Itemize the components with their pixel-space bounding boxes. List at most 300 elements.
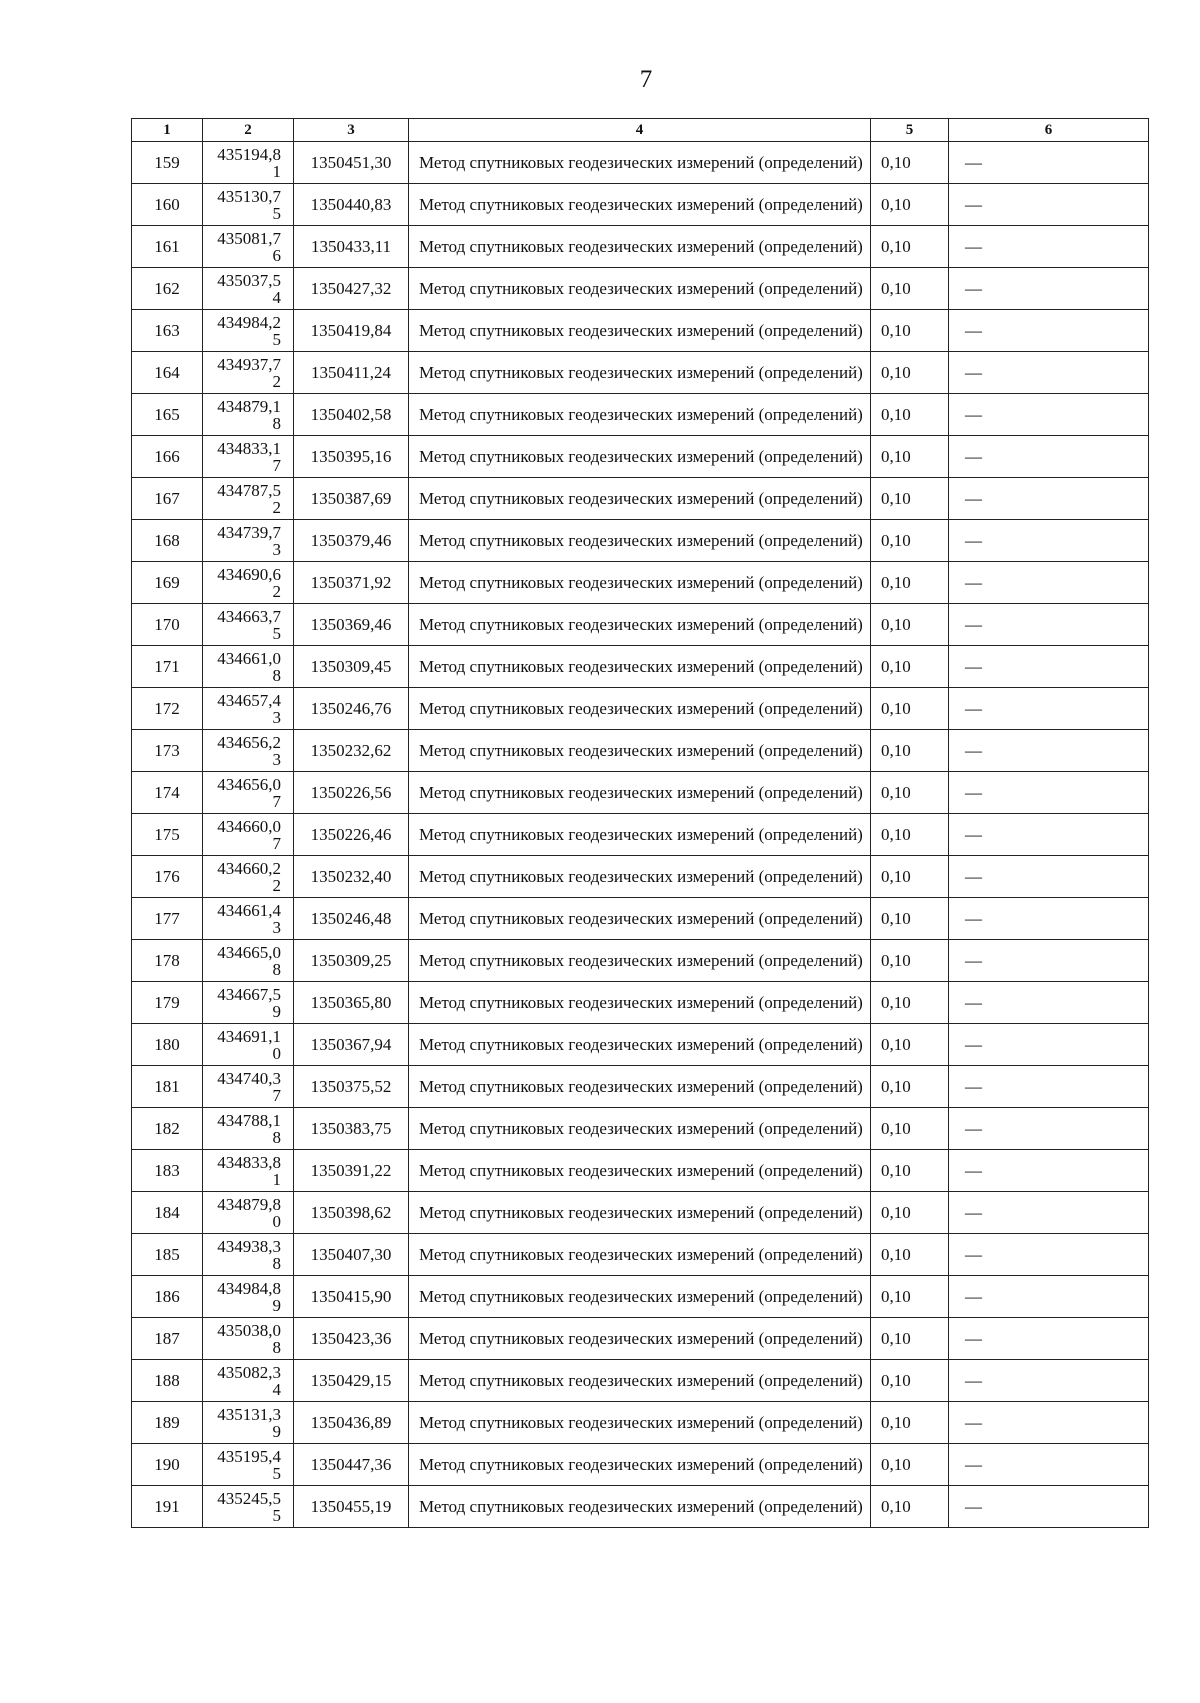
coordinate-x-main: 434879,1 — [217, 396, 281, 416]
coordinate-y: 1350411,24 — [294, 352, 409, 394]
coordinate-x-main: 434787,5 — [217, 480, 281, 500]
method: Метод спутниковых геодезических измерений (определений) — [409, 562, 871, 604]
coordinate-x-main: 434984,2 — [217, 312, 281, 332]
coordinate-y: 1350433,11 — [294, 226, 409, 268]
coordinate-x-wrap: 2 — [272, 371, 281, 391]
point-number: 186 — [132, 1276, 203, 1318]
accuracy: 0,10 — [871, 352, 949, 394]
coordinate-x — [203, 1402, 294, 1444]
point-number: 161 — [132, 226, 203, 268]
method: Метод спутниковых геодезических измерений (определений) — [409, 268, 871, 310]
coordinate-x — [203, 520, 294, 562]
coordinate-x-main: 434660,0 — [217, 816, 281, 836]
coordinate-y: 1350391,22 — [294, 1150, 409, 1192]
coordinate-x-wrap: 4 — [272, 1379, 281, 1399]
note: — — [949, 856, 1149, 898]
method: Метод спутниковых геодезических измерений (определений) — [409, 184, 871, 226]
table-row — [132, 898, 1149, 940]
coordinate-x-wrap: 9 — [272, 1001, 281, 1021]
note: — — [949, 184, 1149, 226]
accuracy: 0,10 — [871, 1150, 949, 1192]
coordinate-x-main: 435131,3 — [217, 1404, 281, 1424]
coordinate-x — [203, 184, 294, 226]
coordinate-x — [203, 142, 294, 184]
accuracy: 0,10 — [871, 520, 949, 562]
table-row — [132, 1234, 1149, 1276]
coordinates-table — [131, 118, 1149, 1528]
point-number: 166 — [132, 436, 203, 478]
note: — — [949, 1444, 1149, 1486]
header-col-2: 2 — [203, 119, 294, 142]
point-number: 162 — [132, 268, 203, 310]
coordinate-x — [203, 394, 294, 436]
note: — — [949, 268, 1149, 310]
table-row — [132, 856, 1149, 898]
coordinate-x-main: 435130,7 — [217, 186, 281, 206]
accuracy: 0,10 — [871, 1360, 949, 1402]
coordinate-x-wrap: 6 — [272, 245, 281, 265]
coordinate-x — [203, 1276, 294, 1318]
method: Метод спутниковых геодезических измерений (определений) — [409, 142, 871, 184]
accuracy: 0,10 — [871, 310, 949, 352]
note: — — [949, 646, 1149, 688]
coordinate-x — [203, 1108, 294, 1150]
header-col-1: 1 — [132, 119, 203, 142]
coordinate-y: 1350375,52 — [294, 1066, 409, 1108]
coordinate-x-wrap: 2 — [272, 497, 281, 517]
coordinate-y: 1350232,62 — [294, 730, 409, 772]
coordinate-x — [203, 856, 294, 898]
method: Метод спутниковых геодезических измерений (определений) — [409, 646, 871, 688]
point-number: 171 — [132, 646, 203, 688]
coordinate-x-wrap: 5 — [272, 329, 281, 349]
coordinate-x-main: 435245,5 — [217, 1488, 281, 1508]
table-row — [132, 1486, 1149, 1528]
method: Метод спутниковых геодезических измерений (определений) — [409, 1234, 871, 1276]
coordinate-x — [203, 1066, 294, 1108]
note: — — [949, 520, 1149, 562]
method: Метод спутниковых геодезических измерений (определений) — [409, 478, 871, 520]
coordinate-x — [203, 982, 294, 1024]
coordinate-x — [203, 1486, 294, 1528]
table-row — [132, 982, 1149, 1024]
coordinate-y: 1350367,94 — [294, 1024, 409, 1066]
coordinate-x — [203, 268, 294, 310]
coordinate-x-main: 434667,5 — [217, 984, 281, 1004]
coordinate-x-main: 434663,7 — [217, 606, 281, 626]
note: — — [949, 604, 1149, 646]
coordinate-x-wrap: 4 — [272, 287, 281, 307]
method: Метод спутниковых геодезических измерений (определений) — [409, 1150, 871, 1192]
coordinate-y: 1350407,30 — [294, 1234, 409, 1276]
note: — — [949, 814, 1149, 856]
coordinate-x-wrap: 8 — [272, 959, 281, 979]
accuracy: 0,10 — [871, 1192, 949, 1234]
method: Метод спутниковых геодезических измерений (определений) — [409, 940, 871, 982]
note: — — [949, 394, 1149, 436]
note: — — [949, 940, 1149, 982]
coordinate-x-wrap: 2 — [272, 581, 281, 601]
coordinate-y: 1350440,83 — [294, 184, 409, 226]
table-row — [132, 1066, 1149, 1108]
coordinate-y: 1350309,45 — [294, 646, 409, 688]
coordinate-x — [203, 898, 294, 940]
note: — — [949, 1402, 1149, 1444]
point-number: 191 — [132, 1486, 203, 1528]
note: — — [949, 772, 1149, 814]
note: — — [949, 1486, 1149, 1528]
method: Метод спутниковых геодезических измерений (определений) — [409, 688, 871, 730]
method: Метод спутниковых геодезических измерений (определений) — [409, 310, 871, 352]
note: — — [949, 352, 1149, 394]
coordinate-y: 1350415,90 — [294, 1276, 409, 1318]
note: — — [949, 898, 1149, 940]
coordinate-y: 1350383,75 — [294, 1108, 409, 1150]
table-row — [132, 1444, 1149, 1486]
coordinate-x — [203, 940, 294, 982]
table-row — [132, 688, 1149, 730]
point-number: 164 — [132, 352, 203, 394]
method: Метод спутниковых геодезических измерений (определений) — [409, 1024, 871, 1066]
coordinate-x-main: 434833,8 — [217, 1152, 281, 1172]
coordinate-y: 1350371,92 — [294, 562, 409, 604]
table-row — [132, 394, 1149, 436]
table-row — [132, 352, 1149, 394]
coordinate-x-main: 434937,7 — [217, 354, 281, 374]
coordinate-x-wrap: 0 — [272, 1211, 281, 1231]
table-header-row — [132, 119, 1149, 142]
coordinate-x — [203, 1192, 294, 1234]
coordinate-x-main: 434984,8 — [217, 1278, 281, 1298]
accuracy: 0,10 — [871, 1318, 949, 1360]
coordinate-x — [203, 604, 294, 646]
method: Метод спутниковых геодезических измерений (определений) — [409, 226, 871, 268]
table-row — [132, 520, 1149, 562]
point-number: 179 — [132, 982, 203, 1024]
point-number: 185 — [132, 1234, 203, 1276]
method: Метод спутниковых геодезических измерений (определений) — [409, 1066, 871, 1108]
table-row — [132, 562, 1149, 604]
note: — — [949, 1192, 1149, 1234]
accuracy: 0,10 — [871, 562, 949, 604]
coordinate-x-wrap: 3 — [272, 707, 281, 727]
note: — — [949, 226, 1149, 268]
header-col-6: 6 — [949, 119, 1149, 142]
coordinate-x-main: 434661,4 — [217, 900, 281, 920]
note: — — [949, 1150, 1149, 1192]
table-row — [132, 814, 1149, 856]
accuracy: 0,10 — [871, 730, 949, 772]
point-number: 165 — [132, 394, 203, 436]
method: Метод спутниковых геодезических измерений (определений) — [409, 730, 871, 772]
table-row — [132, 142, 1149, 184]
page-number: 7 — [639, 66, 653, 93]
coordinate-x-main: 435037,5 — [217, 270, 281, 290]
point-number: 183 — [132, 1150, 203, 1192]
coordinate-y: 1350226,46 — [294, 814, 409, 856]
accuracy: 0,10 — [871, 436, 949, 478]
point-number: 175 — [132, 814, 203, 856]
accuracy: 0,10 — [871, 1486, 949, 1528]
point-number: 181 — [132, 1066, 203, 1108]
table-row — [132, 310, 1149, 352]
coordinate-y: 1350447,36 — [294, 1444, 409, 1486]
method: Метод спутниковых геодезических измерений (определений) — [409, 520, 871, 562]
point-number: 176 — [132, 856, 203, 898]
method: Метод спутниковых геодезических измерений (определений) — [409, 1192, 871, 1234]
coordinate-x-main: 434661,0 — [217, 648, 281, 668]
coordinate-x-wrap: 7 — [272, 1085, 281, 1105]
coordinate-x-main: 435195,4 — [217, 1446, 281, 1466]
note: — — [949, 1066, 1149, 1108]
point-number: 187 — [132, 1318, 203, 1360]
coordinate-x-main: 435082,3 — [217, 1362, 281, 1382]
coordinate-y: 1350423,36 — [294, 1318, 409, 1360]
table-row — [132, 1318, 1149, 1360]
point-number: 189 — [132, 1402, 203, 1444]
accuracy: 0,10 — [871, 1108, 949, 1150]
table-row — [132, 1360, 1149, 1402]
coordinate-y: 1350427,32 — [294, 268, 409, 310]
coordinate-y: 1350398,62 — [294, 1192, 409, 1234]
coordinate-x-wrap: 8 — [272, 1127, 281, 1147]
coordinate-x-wrap: 8 — [272, 1253, 281, 1273]
coordinate-x-wrap: 2 — [272, 875, 281, 895]
note: — — [949, 562, 1149, 604]
point-number: 172 — [132, 688, 203, 730]
coordinate-x — [203, 310, 294, 352]
accuracy: 0,10 — [871, 142, 949, 184]
method: Метод спутниковых геодезических измерений (определений) — [409, 814, 871, 856]
coordinate-x-main: 435081,7 — [217, 228, 281, 248]
point-number: 163 — [132, 310, 203, 352]
coordinate-x — [203, 1150, 294, 1192]
note: — — [949, 1276, 1149, 1318]
accuracy: 0,10 — [871, 226, 949, 268]
coordinate-x-main: 434879,8 — [217, 1194, 281, 1214]
table-row — [132, 646, 1149, 688]
coordinate-x-main: 434656,0 — [217, 774, 281, 794]
point-number: 184 — [132, 1192, 203, 1234]
note: — — [949, 1318, 1149, 1360]
coordinate-x — [203, 352, 294, 394]
coordinate-x-wrap: 5 — [272, 1505, 281, 1525]
coordinate-y: 1350379,46 — [294, 520, 409, 562]
coordinate-x — [203, 478, 294, 520]
coordinate-y: 1350395,16 — [294, 436, 409, 478]
point-number: 182 — [132, 1108, 203, 1150]
accuracy: 0,10 — [871, 1066, 949, 1108]
coordinate-y: 1350226,56 — [294, 772, 409, 814]
table-row — [132, 1150, 1149, 1192]
coordinate-x-wrap: 3 — [272, 917, 281, 937]
coordinate-y: 1350387,69 — [294, 478, 409, 520]
note: — — [949, 436, 1149, 478]
accuracy: 0,10 — [871, 898, 949, 940]
coordinate-x-main: 434660,2 — [217, 858, 281, 878]
coordinate-y: 1350436,89 — [294, 1402, 409, 1444]
method: Метод спутниковых геодезических измерений (определений) — [409, 352, 871, 394]
note: — — [949, 1024, 1149, 1066]
accuracy: 0,10 — [871, 604, 949, 646]
accuracy: 0,10 — [871, 688, 949, 730]
header-col-3: 3 — [294, 119, 409, 142]
coordinate-y: 1350369,46 — [294, 604, 409, 646]
table-row — [132, 436, 1149, 478]
coordinate-x — [203, 1360, 294, 1402]
note: — — [949, 142, 1149, 184]
coordinate-x — [203, 1024, 294, 1066]
coordinate-x-wrap: 8 — [272, 413, 281, 433]
method: Метод спутниковых геодезических измерений (определений) — [409, 1402, 871, 1444]
note: — — [949, 1234, 1149, 1276]
method: Метод спутниковых геодезических измерений (определений) — [409, 898, 871, 940]
coordinate-x-wrap: 5 — [272, 203, 281, 223]
method: Метод спутниковых геодезических измерений (определений) — [409, 1486, 871, 1528]
method: Метод спутниковых геодезических измерений (определений) — [409, 856, 871, 898]
coordinates-table-wrapper — [131, 118, 1149, 1528]
coordinate-x — [203, 1318, 294, 1360]
coordinate-y: 1350455,19 — [294, 1486, 409, 1528]
coordinate-y: 1350451,30 — [294, 142, 409, 184]
coordinate-x-wrap: 1 — [272, 1169, 281, 1189]
method: Метод спутниковых геодезических измерений (определений) — [409, 394, 871, 436]
coordinate-x-main: 434657,4 — [217, 690, 281, 710]
coordinate-x-main: 434740,3 — [217, 1068, 281, 1088]
accuracy: 0,10 — [871, 478, 949, 520]
point-number: 177 — [132, 898, 203, 940]
coordinate-x-main: 434691,1 — [217, 1026, 281, 1046]
coordinate-x-main: 434788,1 — [217, 1110, 281, 1130]
accuracy: 0,10 — [871, 1402, 949, 1444]
point-number: 174 — [132, 772, 203, 814]
accuracy: 0,10 — [871, 1444, 949, 1486]
coordinate-x-wrap: 9 — [272, 1421, 281, 1441]
coordinate-y: 1350309,25 — [294, 940, 409, 982]
point-number: 160 — [132, 184, 203, 226]
coordinate-x-main: 434938,3 — [217, 1236, 281, 1256]
coordinate-x-main: 434656,2 — [217, 732, 281, 752]
table-row — [132, 226, 1149, 268]
coordinate-y: 1350246,48 — [294, 898, 409, 940]
coordinate-x-wrap: 8 — [272, 1337, 281, 1357]
header-col-5: 5 — [871, 119, 949, 142]
table-row — [132, 268, 1149, 310]
table-row — [132, 1276, 1149, 1318]
method: Метод спутниковых геодезических измерений (определений) — [409, 436, 871, 478]
accuracy: 0,10 — [871, 856, 949, 898]
point-number: 167 — [132, 478, 203, 520]
coordinate-x — [203, 562, 294, 604]
method: Метод спутниковых геодезических измерений (определений) — [409, 1108, 871, 1150]
point-number: 188 — [132, 1360, 203, 1402]
table-row — [132, 1024, 1149, 1066]
note: — — [949, 1108, 1149, 1150]
table-row — [132, 1108, 1149, 1150]
accuracy: 0,10 — [871, 646, 949, 688]
method: Метод спутниковых геодезических измерений (определений) — [409, 982, 871, 1024]
coordinate-x-main: 434833,1 — [217, 438, 281, 458]
coordinate-x-wrap: 1 — [272, 161, 281, 181]
coordinate-x-main: 434690,6 — [217, 564, 281, 584]
accuracy: 0,10 — [871, 1234, 949, 1276]
coordinate-x — [203, 730, 294, 772]
accuracy: 0,10 — [871, 394, 949, 436]
point-number: 168 — [132, 520, 203, 562]
coordinate-x — [203, 688, 294, 730]
table-row — [132, 940, 1149, 982]
note: — — [949, 478, 1149, 520]
coordinate-x — [203, 1444, 294, 1486]
note: — — [949, 730, 1149, 772]
coordinate-y: 1350246,76 — [294, 688, 409, 730]
table-row — [132, 1402, 1149, 1444]
coordinate-x-main: 434739,7 — [217, 522, 281, 542]
table-row — [132, 604, 1149, 646]
coordinate-y: 1350232,40 — [294, 856, 409, 898]
point-number: 178 — [132, 940, 203, 982]
accuracy: 0,10 — [871, 940, 949, 982]
method: Метод спутниковых геодезических измерений (определений) — [409, 604, 871, 646]
point-number: 190 — [132, 1444, 203, 1486]
coordinate-x — [203, 646, 294, 688]
note: — — [949, 982, 1149, 1024]
accuracy: 0,10 — [871, 184, 949, 226]
coordinate-x — [203, 772, 294, 814]
coordinate-x-wrap: 7 — [272, 791, 281, 811]
method: Метод спутниковых геодезических измерений (определений) — [409, 772, 871, 814]
header-col-4: 4 — [409, 119, 871, 142]
coordinate-y: 1350365,80 — [294, 982, 409, 1024]
point-number: 180 — [132, 1024, 203, 1066]
coordinate-y: 1350402,58 — [294, 394, 409, 436]
accuracy: 0,10 — [871, 268, 949, 310]
method: Метод спутниковых геодезических измерений (определений) — [409, 1360, 871, 1402]
coordinate-x-wrap: 5 — [272, 1463, 281, 1483]
note: — — [949, 1360, 1149, 1402]
point-number: 173 — [132, 730, 203, 772]
table-row — [132, 184, 1149, 226]
coordinate-x-wrap: 3 — [272, 749, 281, 769]
coordinate-y: 1350419,84 — [294, 310, 409, 352]
coordinate-x-wrap: 0 — [272, 1043, 281, 1063]
point-number: 159 — [132, 142, 203, 184]
table-row — [132, 772, 1149, 814]
table-body — [132, 142, 1149, 1528]
coordinate-x-wrap: 5 — [272, 623, 281, 643]
coordinate-x-wrap: 7 — [272, 455, 281, 475]
coordinate-x-wrap: 8 — [272, 665, 281, 685]
coordinate-x — [203, 226, 294, 268]
accuracy: 0,10 — [871, 814, 949, 856]
accuracy: 0,10 — [871, 982, 949, 1024]
coordinate-y: 1350429,15 — [294, 1360, 409, 1402]
method: Метод спутниковых геодезических измерений (определений) — [409, 1276, 871, 1318]
coordinate-x — [203, 1234, 294, 1276]
accuracy: 0,10 — [871, 1024, 949, 1066]
coordinate-x — [203, 814, 294, 856]
coordinate-x-wrap: 7 — [272, 833, 281, 853]
coordinate-x-wrap: 9 — [272, 1295, 281, 1315]
note: — — [949, 688, 1149, 730]
table-row — [132, 1192, 1149, 1234]
coordinate-x-wrap: 3 — [272, 539, 281, 559]
coordinate-x-main: 434665,0 — [217, 942, 281, 962]
coordinate-x-main: 435038,0 — [217, 1320, 281, 1340]
note: — — [949, 310, 1149, 352]
table-row — [132, 730, 1149, 772]
method: Метод спутниковых геодезических измерений (определений) — [409, 1318, 871, 1360]
